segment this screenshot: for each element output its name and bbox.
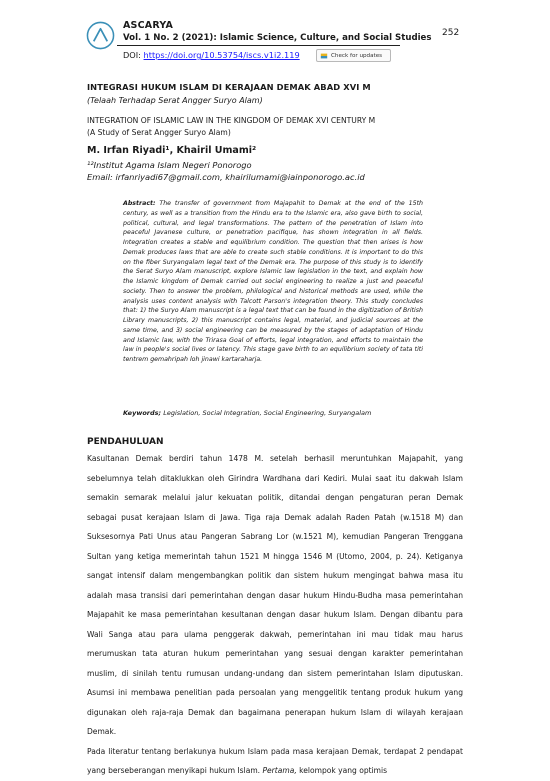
article-title-english: INTEGRATION OF ISLAMIC LAW IN THE KINGDOM OF DEMAK XVI CENTURY M <box>87 116 376 125</box>
keywords-label: Keywords; <box>123 409 162 417</box>
affiliation: ¹²Institut Agama Islam Negeri Ponorogo <box>87 160 252 170</box>
section-title: PENDAHULUAN <box>87 437 164 447</box>
abstract <box>123 199 423 365</box>
paragraph-2-end: kelompok yang optimis <box>299 766 388 775</box>
doi-link[interactable]: https://doi.org/10.53754/iscs.v1i2.119 <box>143 50 300 60</box>
check-for-updates-label: Check for updates <box>331 52 383 59</box>
paragraph-1: Kasultanan Demak berdiri tahun 1478 M. setelah berhasil meruntuhkan Majapahit, yang sebelumnya telah ditaklukkan oleh Girindra Wardhana dari Kediri. Mulai saat itu dakwah Islam semakin semarak melalui jalur kekuatan politik, ditandai dengan pengaturan peran Demak sebagai pusat kerajaan Islam di Jawa. Tiga raja Demak adalah Raden Patah (w.1518 M) dan Suksesornya Pati Unus atau Pangeran Sabrang Lor (w.1521 M), kemudian Pangeran Trenggana Sultan yang ketiga memerintah tahun 1521 M hingga 1546 M (Utomo, 2004, p. 24). Ketiganya sangat intensif dalam mengembangkan politik dan sistem hukum mengingat bahwa masa itu adalah masa transisi dari pemerintahan dengan dasar hukum Hindu-Budha masa pemerintahan Majapahit ke masa pemerintahan kesultanan dengan dasar hukum Islam. Dengan dibantu para Wali Sanga atau para ulama penggerak dakwah, pemerintahan ini mau tidak mau harus merumuskan tata aturan hukum pemerintahan yang sesuai dengan karakter pemerintahan muslim, di sinilah tentu rumusan undang-undang dan sistem pemerintahan Islam diputuskan. Asumsi ini membawa penelitian pada persoalan yang menggelitik tentang produk hukum yang digunakan oleh raja-raja Demak dan bagaimana penerapan hukum Islam di wilayah kerajaan Demak. <box>87 454 463 736</box>
article-subtitle-english: (A Study of Serat Angger Suryo Alam) <box>87 128 231 137</box>
page-number: 252 <box>442 28 460 38</box>
crossref-icon <box>320 52 328 60</box>
paragraph-2 <box>87 742 463 781</box>
journal-volume: Vol. 1 No. 2 (2021): Islamic Science, Culture, and Social Studies <box>123 33 432 43</box>
abstract-label: Abstract: <box>123 200 156 207</box>
body-text <box>87 449 463 781</box>
keywords <box>123 409 423 417</box>
authors: M. Irfan Riyadi¹, Khairil Umami² <box>87 145 257 156</box>
article-title-indonesian: INTEGRASI HUKUM ISLAM DI KERAJAAN DEMAK ABAD XVI M <box>87 82 371 92</box>
article-subtitle-indonesian: (Telaah Terhadap Serat Angger Suryo Alam) <box>87 96 263 105</box>
doi-label: DOI: <box>123 50 141 60</box>
author-emails: Email: irfanriyadi67@gmail.com, khairilumami@iainponorogo.ac.id <box>87 172 365 182</box>
header-divider <box>117 45 400 46</box>
journal-name: ASCARYA <box>123 20 174 31</box>
paragraph-2-italic: Pertama, <box>262 766 297 775</box>
paragraph-2-start: Pada literatur tentang berlakunya hukum Islam pada masa kerajaan Demak, terdapat 2 pendapat yang berseberangan menyikapi hukum Islam. <box>87 746 463 775</box>
keywords-text: Legislation, Social Integration, Social Engineering, Suryangalam <box>163 409 372 417</box>
check-for-updates-badge[interactable] <box>316 49 391 62</box>
journal-logo-icon <box>86 21 115 50</box>
abstract-text: The transfer of government from Majapahit to Demak at the end of the 15th century, as well as a transition from the Hindu era to the Islamic era, also gave birth to social, political, cultural, and legal transformations. The pattern of the penetration of Islam into peaceful Javanese culture, or penetration pacifique, has shown integration in all fields. Integration creates a stable and equilibrium condition. The question that then arises is how Demak produces laws that are able to create such stable conditions. It is important to do this on the fiber Suryangalam legal text of the Demak era. The purpose of this study is to identify the Serat Suryo Alam manuscript, explore Islamic law legislation in the text, and explain how the Islamic kingdom of Demak carried out social engineering to realize a just and peaceful society. Then to answer the problem, philological and historical methods are used, while the analysis uses content analysis with Talcott Parson's integration theory. This study concludes that: 1) the Suryo Alam manuscript is a legal text that can be found in the digitization of British Library manuscripts, 2) this manuscript contains legal, material, and judicial sources at the same time, and 3) social engineering can be measured by the stages of adaptation of Hindu and Islamic law, with the Trirasa Goal of efforts, legal integration, and efforts to maintain the law in people's social lives or latency. This stage gave birth to an equilibrium society of tata titi tentrem gemahripah loh jinawi kartaraharja. <box>123 200 423 363</box>
doi-line <box>123 50 300 60</box>
